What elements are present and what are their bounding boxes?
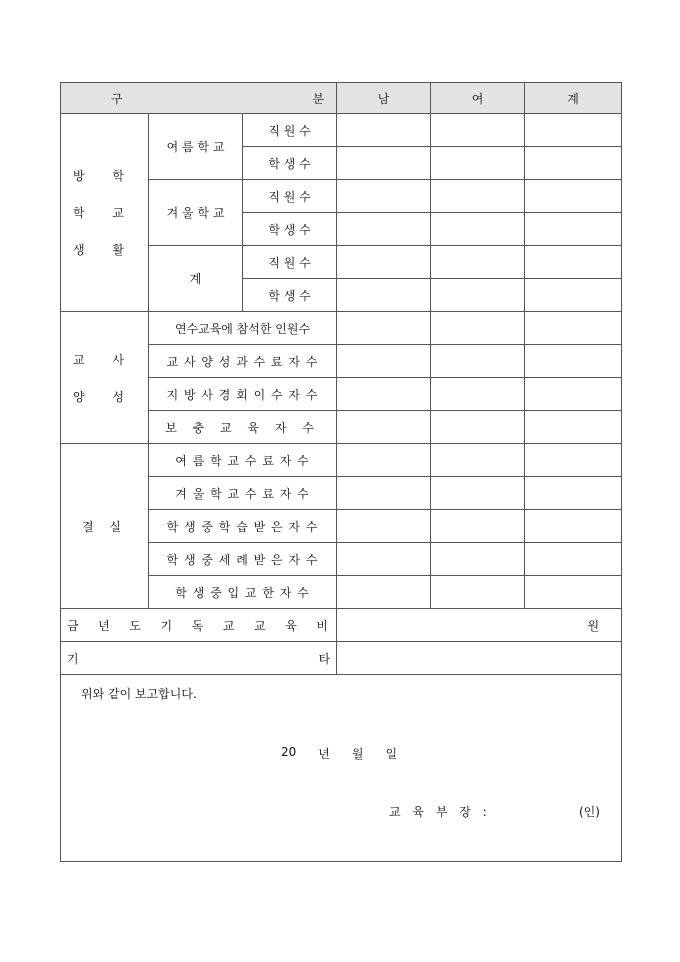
row-label: 직 원 수 xyxy=(243,114,337,147)
group-summer-school: 여 름 학 교 xyxy=(149,114,243,180)
cell-male[interactable] xyxy=(337,345,431,378)
row-label: 보 충 교 육 자 수 xyxy=(149,411,337,444)
header-female: 여 xyxy=(431,83,525,114)
cell-total[interactable] xyxy=(525,312,622,345)
row-label: 직 원 수 xyxy=(243,180,337,213)
report-footer xyxy=(61,675,622,862)
header-row xyxy=(61,83,622,114)
table-row xyxy=(61,114,622,147)
cell-total[interactable] xyxy=(525,510,622,543)
row-label: 여 름 학 교 수 료 자 수 xyxy=(149,444,337,477)
section-vacation-school-label: 방 학 학 교 생 활 xyxy=(61,114,149,312)
cell-female[interactable] xyxy=(431,477,525,510)
cell-female[interactable] xyxy=(431,543,525,576)
cell-total[interactable] xyxy=(525,147,622,180)
table-row xyxy=(61,312,622,345)
report-date: 20 년 월 일 xyxy=(281,745,398,761)
row-label: 학 생 수 xyxy=(243,147,337,180)
row-label: 연수교육에 참석한 인원수 xyxy=(149,312,337,345)
cell-total[interactable] xyxy=(525,246,622,279)
header-gu: 구 xyxy=(111,91,123,106)
cell-male[interactable] xyxy=(337,444,431,477)
other-label: 기 타 xyxy=(61,642,337,675)
group-winter-school: 겨 울 학 교 xyxy=(149,180,243,246)
header-category-cell xyxy=(61,83,337,114)
cell-male[interactable] xyxy=(337,510,431,543)
row-label: 학 생 중 학 습 받 은 자 수 xyxy=(149,510,337,543)
other-field[interactable] xyxy=(337,642,622,675)
row-label: 학 생 중 세 례 받 은 자 수 xyxy=(149,543,337,576)
cell-female[interactable] xyxy=(431,114,525,147)
group-total: 계 xyxy=(149,246,243,312)
cell-female[interactable] xyxy=(431,147,525,180)
cell-male[interactable] xyxy=(337,147,431,180)
cell-total[interactable] xyxy=(525,477,622,510)
cell-female[interactable] xyxy=(431,411,525,444)
row-label: 직 원 수 xyxy=(243,246,337,279)
cell-total[interactable] xyxy=(525,345,622,378)
cell-male[interactable] xyxy=(337,378,431,411)
cell-male[interactable] xyxy=(337,246,431,279)
report-statement: 위와 같이 보고합니다. xyxy=(81,687,197,701)
table-row xyxy=(61,444,622,477)
cell-female[interactable] xyxy=(431,213,525,246)
cell-total[interactable] xyxy=(525,543,622,576)
seal-mark: (인) xyxy=(579,805,600,819)
cell-male[interactable] xyxy=(337,279,431,312)
row-label: 겨 울 학 교 수 료 자 수 xyxy=(149,477,337,510)
cell-female[interactable] xyxy=(431,279,525,312)
cell-male[interactable] xyxy=(337,213,431,246)
budget-unit: 원 xyxy=(587,618,600,633)
row-label: 학 생 수 xyxy=(243,213,337,246)
cell-female[interactable] xyxy=(431,510,525,543)
cell-total[interactable] xyxy=(525,444,622,477)
cell-female[interactable] xyxy=(431,444,525,477)
cell-male[interactable] xyxy=(337,576,431,609)
row-label: 교 사 양 성 과 수 료 자 수 xyxy=(149,345,337,378)
cell-female[interactable] xyxy=(431,180,525,213)
other-row xyxy=(61,642,622,675)
section-teacher-training-label: 교 사 양 성 xyxy=(61,312,149,444)
cell-male[interactable] xyxy=(337,543,431,576)
cell-female[interactable] xyxy=(431,345,525,378)
cell-female[interactable] xyxy=(431,246,525,279)
row-label: 지 방 사 경 회 이 수 자 수 xyxy=(149,378,337,411)
section-results-label: 결 실 xyxy=(61,444,149,609)
row-label: 학 생 수 xyxy=(243,279,337,312)
cell-male[interactable] xyxy=(337,114,431,147)
director-label: 교 육 부 장 : xyxy=(389,805,491,819)
report-table xyxy=(60,82,622,862)
header-bun: 분 xyxy=(312,91,325,106)
cell-female[interactable] xyxy=(431,312,525,345)
cell-total[interactable] xyxy=(525,576,622,609)
cell-total[interactable] xyxy=(525,279,622,312)
cell-female[interactable] xyxy=(431,576,525,609)
cell-total[interactable] xyxy=(525,213,622,246)
cell-female[interactable] xyxy=(431,378,525,411)
footer-row xyxy=(61,675,622,862)
cell-total[interactable] xyxy=(525,180,622,213)
row-label: 학 생 중 입 교 한 자 수 xyxy=(149,576,337,609)
cell-male[interactable] xyxy=(337,312,431,345)
header-male: 남 xyxy=(337,83,431,114)
budget-row xyxy=(61,609,622,642)
budget-label: 금 년 도 기 독 교 교 육 비 xyxy=(61,609,337,642)
cell-male[interactable] xyxy=(337,180,431,213)
cell-male[interactable] xyxy=(337,411,431,444)
cell-total[interactable] xyxy=(525,411,622,444)
header-total: 계 xyxy=(525,83,622,114)
cell-total[interactable] xyxy=(525,378,622,411)
cell-male[interactable] xyxy=(337,477,431,510)
budget-amount-field[interactable] xyxy=(337,609,622,642)
cell-total[interactable] xyxy=(525,114,622,147)
